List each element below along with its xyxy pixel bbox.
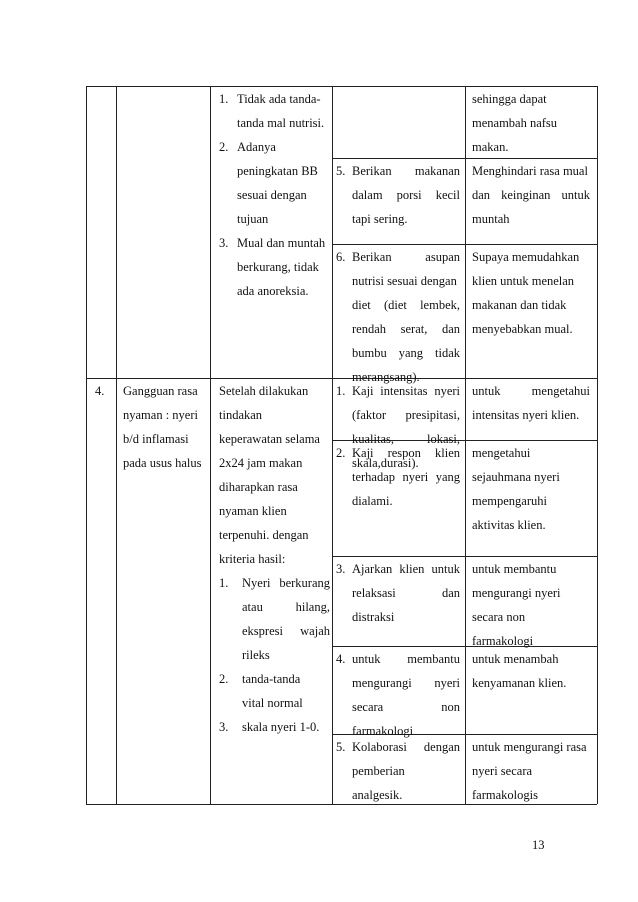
criteria-line: ekspresi wajah <box>242 624 330 638</box>
goal-line: diharapkan rasa <box>219 480 298 494</box>
intervention-line: relaksasi dan <box>352 586 460 600</box>
intervention-line: analgesik. <box>352 788 403 802</box>
criteria-number: 3. <box>219 236 229 250</box>
col-border <box>116 86 117 804</box>
criteria-line: ada anoreksia. <box>237 284 309 298</box>
diagnosis-line: Gangguan rasa <box>123 384 198 398</box>
rationale-line: makan. <box>472 140 509 154</box>
intervention-line: dalam porsi kecil <box>352 188 460 202</box>
rationale-line: dan keinginan untuk <box>472 188 590 202</box>
goal-line: nyaman klien <box>219 504 287 518</box>
intervention-line: farmakologi <box>352 724 414 738</box>
col-border <box>86 86 87 804</box>
intervention-line: Berikan asupan <box>352 250 460 264</box>
intervention-number: 5. <box>336 740 346 754</box>
criteria-line: tujuan <box>237 212 269 226</box>
goal-line: Setelah dilakukan <box>219 384 309 398</box>
rationale-line: kenyamanan klien. <box>472 676 567 690</box>
goal-line: keperawatan selama <box>219 432 320 446</box>
intervention-line: Kaji intensitas nyeri <box>352 384 460 398</box>
goal-line: 2x24 jam makan <box>219 456 303 470</box>
rationale-line: sehingga dapat <box>472 92 547 106</box>
rationale-line: secara non <box>472 610 526 624</box>
criteria-number: 3. <box>219 720 229 734</box>
rationale-line: mengurangi nyeri <box>472 586 561 600</box>
criteria-number: 2. <box>219 140 229 154</box>
criteria-line: atau hilang, <box>242 600 330 614</box>
rationale-line: farmakologi <box>472 634 534 648</box>
intervention-line: terhadap nyeri yang <box>352 470 460 484</box>
diagnosis-cell <box>123 384 209 480</box>
intervention-line: pemberian <box>352 764 405 778</box>
intervention-line: Kolaborasi dengan <box>352 740 460 754</box>
rationale-line: mengetahui <box>472 446 531 460</box>
criteria-number: 1. <box>219 92 229 106</box>
col-border <box>597 86 598 804</box>
rationale-line: farmakologis <box>472 788 538 802</box>
criteria-line: skala nyeri 1-0. <box>242 720 320 734</box>
intervention-number: 4. <box>336 652 346 666</box>
intervention-line: secara non <box>352 700 460 714</box>
col-border <box>465 86 466 804</box>
diagnosis-line: b/d inflamasi <box>123 432 189 446</box>
row-number: 4. <box>95 384 105 398</box>
intervention-number: 3. <box>336 562 346 576</box>
criteria-line: berkurang, tidak <box>237 260 319 274</box>
rationale-line: untuk menambah <box>472 652 559 666</box>
rationale-line: klien untuk menelan <box>472 274 575 288</box>
criteria-number: 1. <box>219 576 229 590</box>
rationale-line: untuk membantu <box>472 562 557 576</box>
rationale-line: Menghindari rasa mual <box>472 164 588 178</box>
criteria-line: sesuai dengan <box>237 188 307 202</box>
page-number: 13 <box>532 838 545 852</box>
intervention-line: mengurangi nyeri <box>352 676 460 690</box>
intervention-line: rendah serat, dan <box>352 322 460 336</box>
criteria-number: 2. <box>219 672 229 686</box>
goal-line: terpenuhi. dengan <box>219 528 309 542</box>
goal-line: tindakan <box>219 408 263 422</box>
intervention-number: 6. <box>336 250 346 264</box>
criteria-line: Adanya <box>237 140 276 154</box>
intervention-line: bumbu yang tidak <box>352 346 460 360</box>
rationale-line: sejauhmana nyeri <box>472 470 560 484</box>
intervention-line: nutrisi sesuai dengan <box>352 274 457 288</box>
intervention-line: tapi sering. <box>352 212 408 226</box>
intervention-number: 1. <box>336 384 346 398</box>
criteria-line: tanda mal nutrisi. <box>237 116 325 130</box>
col-border <box>332 86 333 804</box>
intervention-line: Berikan makanan <box>352 164 460 178</box>
intervention-number: 2. <box>336 446 346 460</box>
intervention-line: merangsang). <box>352 370 420 384</box>
rationale-line: makanan dan tidak <box>472 298 567 312</box>
criteria-line: vital normal <box>242 696 303 710</box>
intervention-line: dialami. <box>352 494 393 508</box>
goal-line: kriteria hasil: <box>219 552 286 566</box>
col-border <box>210 86 211 804</box>
intervention-line: distraksi <box>352 610 395 624</box>
intervention-line: Kaji respon klien <box>352 446 460 460</box>
intervention-line: kualitas, lokasi, <box>352 432 460 446</box>
intervention-line: diet (diet lembek, <box>352 298 460 312</box>
intervention-line: untuk membantu <box>352 652 460 666</box>
criteria-line: tanda-tanda <box>242 672 301 686</box>
row-border-top <box>86 86 597 87</box>
rationale-line: menyebabkan mual. <box>472 322 573 336</box>
diagnosis-line: pada usus halus <box>123 456 202 470</box>
diagnosis-line: nyaman : nyeri <box>123 408 198 422</box>
intervention-number: 5. <box>336 164 346 178</box>
rationale-line: aktivitas klien. <box>472 518 546 532</box>
row-border <box>86 378 597 379</box>
rationale-line: Supaya memudahkan <box>472 250 580 264</box>
goal-cell <box>219 384 331 576</box>
rationale-line: untuk mengetahui <box>472 384 590 398</box>
rationale-line: intensitas nyeri klien. <box>472 408 580 422</box>
rationale-line: nyeri secara <box>472 764 533 778</box>
intervention-line: (faktor presipitasi, <box>352 408 460 422</box>
intervention-line: Ajarkan klien untuk <box>352 562 460 576</box>
rationale-line: menambah nafsu <box>472 116 558 130</box>
criteria-line: Nyeri berkurang <box>242 576 330 590</box>
criteria-line: rileks <box>242 648 270 662</box>
rationale-line: untuk mengurangi rasa <box>472 740 587 754</box>
intervention-line: skala,durasi). <box>352 456 419 470</box>
rationale-line: muntah <box>472 212 510 226</box>
rationale-line: mempengaruhi <box>472 494 547 508</box>
criteria-line: Mual dan muntah <box>237 236 326 250</box>
criteria-line: peningkatan BB <box>237 164 318 178</box>
criteria-line: Tidak ada tanda- <box>237 92 321 106</box>
